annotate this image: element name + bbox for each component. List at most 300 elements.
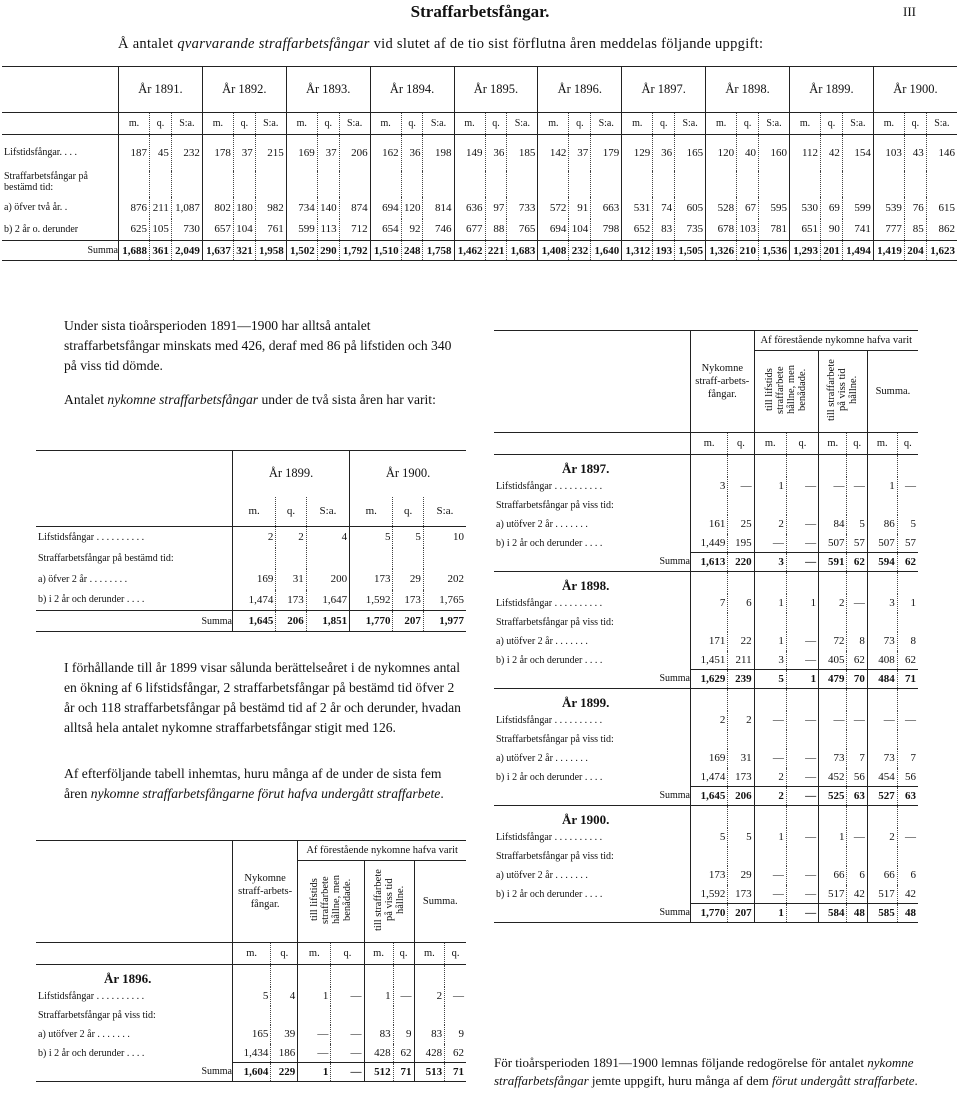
top-cell: 539 <box>873 197 904 219</box>
right-4-cell <box>867 847 897 866</box>
left-1896-empty-cell <box>364 965 393 987</box>
right-2-cell: 3 <box>867 594 897 613</box>
right-1-cell: 57 <box>847 534 867 553</box>
top-cell <box>737 171 759 197</box>
top-cell: 636 <box>454 197 485 219</box>
right-1-cell <box>867 496 897 515</box>
right-4-row-label: Lifstidsfångar . . . . . . . . . . <box>496 831 603 843</box>
top-sub-header: S:a. <box>171 113 202 135</box>
right-4-row-label: a) utöfver 2 år . . . . . . . <box>496 869 588 881</box>
top-row-label: Lifstidsfångar. . . . <box>4 147 78 159</box>
top-cell: 113 <box>317 219 339 241</box>
right-3-cell: — <box>786 787 818 806</box>
top-cell: 1,792 <box>339 241 370 261</box>
right-4-year-row <box>494 806 918 828</box>
top-year-header: År 1897. <box>622 67 706 113</box>
left-1896-empty-cell <box>331 965 364 987</box>
right-4-cell: — <box>786 828 818 847</box>
top-cell: 2,049 <box>171 241 202 261</box>
right-3-cell: 2 <box>754 787 786 806</box>
right-1-data-row <box>494 496 918 515</box>
top-cell <box>317 171 339 197</box>
top-cell <box>202 171 233 197</box>
top-sub-header: m. <box>538 113 569 135</box>
mid-cell: 2 <box>276 527 306 548</box>
right-4-cell: 48 <box>897 904 918 923</box>
right-3-cell <box>754 730 786 749</box>
right-2-cell <box>867 613 897 632</box>
top-sub-header: q. <box>737 113 759 135</box>
right-3-empty-cell <box>728 689 754 711</box>
left-1896-cell: 1 <box>298 987 331 1006</box>
right-4-cell: 42 <box>847 885 867 904</box>
right-4-cell <box>691 847 728 866</box>
right-4-cell <box>847 847 867 866</box>
left-head-row <box>36 841 466 861</box>
right-3-cell: — <box>847 711 867 730</box>
right-2-row-label: Straffarbetsfångar på viss tid: <box>496 616 614 628</box>
top-cell: 361 <box>150 241 172 261</box>
right-1-empty-cell <box>847 455 867 477</box>
top-sub-header: q. <box>317 113 339 135</box>
top-cell: 746 <box>423 219 454 241</box>
right-3-cell: — <box>754 749 786 768</box>
right-3-cell: 73 <box>819 749 847 768</box>
top-cell <box>538 171 569 197</box>
top-sub-header: m. <box>370 113 401 135</box>
top-sub-header: m. <box>286 113 317 135</box>
top-cell: 802 <box>202 197 233 219</box>
mid-cell: 29 <box>393 569 423 590</box>
right-1-cell: 507 <box>819 534 847 553</box>
left-1896-cell: 9 <box>393 1025 414 1044</box>
right-4-cell: — <box>754 866 786 885</box>
top-cell: 104 <box>233 219 255 241</box>
right-2-row-label: a) utöfver 2 år . . . . . . . <box>496 635 588 647</box>
top-cell: 140 <box>317 197 339 219</box>
left-1896-cell: — <box>331 1025 364 1044</box>
top-sub-header: q. <box>821 113 843 135</box>
right-1-cell: 25 <box>728 515 754 534</box>
top-sub-header: S:a. <box>423 113 454 135</box>
left-corner <box>36 841 233 943</box>
right-1-cell: 5 <box>847 515 867 534</box>
top-cell: 1,326 <box>706 241 737 261</box>
right-3-cell: 56 <box>847 768 867 787</box>
mid-row-label: a) öfver 2 år . . . . . . . . <box>38 573 128 585</box>
right-4-cell: 48 <box>847 904 867 923</box>
top-sub-header: S:a. <box>255 113 286 135</box>
right-4-empty-cell <box>847 806 867 828</box>
right-2-row-label: b) i 2 år och derunder . . . . <box>496 654 603 666</box>
right-4-cell: — <box>786 904 818 923</box>
top-cell: 654 <box>370 219 401 241</box>
top-sub-header: m. <box>790 113 821 135</box>
top-sub-header: m. <box>454 113 485 135</box>
left-1896-cell <box>271 1006 298 1025</box>
mid-row-label: Summa <box>201 615 232 627</box>
right-4-cell <box>728 847 754 866</box>
top-cell: 36 <box>653 135 675 171</box>
right-3-cell: 1,474 <box>691 768 728 787</box>
right-2-cell: 8 <box>897 632 918 651</box>
left-1896-empty-cell <box>414 965 445 987</box>
mid-cell: 31 <box>276 569 306 590</box>
top-cell: 232 <box>569 241 591 261</box>
right-3-cell: — <box>867 711 897 730</box>
right-head-lifstids <box>754 351 819 433</box>
right-4-data-row <box>494 885 918 904</box>
right-2-cell: 211 <box>728 651 754 670</box>
top-cell: 876 <box>119 197 150 219</box>
right-1-cell <box>728 496 754 515</box>
top-cell <box>926 171 957 197</box>
right-3-cell <box>897 730 918 749</box>
right-3-cell: 7 <box>897 749 918 768</box>
right-4-cell: 42 <box>897 885 918 904</box>
right-2-cell: 479 <box>819 670 847 689</box>
top-cell: 180 <box>233 197 255 219</box>
mid-data-row <box>36 611 466 632</box>
right-2-cell: 22 <box>728 632 754 651</box>
right-1-data-row <box>494 534 918 553</box>
top-cell: 1,510 <box>370 241 401 261</box>
right-1-cell: 5 <box>897 515 918 534</box>
top-cell: 36 <box>485 135 507 171</box>
right-3-cell: — <box>819 711 847 730</box>
right-1-empty-cell <box>786 455 818 477</box>
right-3-cell <box>691 730 728 749</box>
right-3-empty-cell <box>897 689 918 711</box>
right-3-cell: — <box>786 711 818 730</box>
top-cell <box>675 171 706 197</box>
right-1-cell: — <box>786 553 818 572</box>
left-head-lifstids <box>298 861 364 943</box>
top-cell <box>339 171 370 197</box>
right-1-cell: — <box>754 534 786 553</box>
right-3-year-row <box>494 689 918 711</box>
top-cell: 625 <box>119 219 150 241</box>
mid-cell: 173 <box>276 590 306 611</box>
top-sub-header: q. <box>904 113 926 135</box>
left-1896-cell: — <box>331 987 364 1006</box>
right-head-group: Af förestående nykomne hafva varit <box>754 331 918 351</box>
left-1896-cell: 83 <box>414 1025 445 1044</box>
top-cell: 105 <box>150 219 172 241</box>
top-cell: 572 <box>538 197 569 219</box>
top-data-row <box>2 241 957 261</box>
right-3-cell: 525 <box>819 787 847 806</box>
right-3-data-row <box>494 749 918 768</box>
left-1896-empty-cell <box>393 965 414 987</box>
right-3-empty-cell <box>754 689 786 711</box>
right-4-row-label: Summa <box>659 907 690 919</box>
top-cell: 1,419 <box>873 241 904 261</box>
top-cell: 178 <box>202 135 233 171</box>
right-3-cell: 56 <box>897 768 918 787</box>
top-row-label: b) 2 år o. derunder <box>4 223 79 235</box>
top-sub-header: q. <box>401 113 423 135</box>
top-sub-header: m. <box>119 113 150 135</box>
top-cell: 179 <box>591 135 622 171</box>
left-1896-cell <box>298 1006 331 1025</box>
right-2-cell <box>897 613 918 632</box>
top-cell: 761 <box>255 219 286 241</box>
right-4-cell: 173 <box>728 885 754 904</box>
right-4-cell <box>897 847 918 866</box>
right-corner <box>494 331 691 433</box>
top-cell: 1,293 <box>790 241 821 261</box>
left-1896-cell: 1,434 <box>233 1044 271 1063</box>
right-2-cell: 1 <box>754 632 786 651</box>
right-1-cell: 594 <box>867 553 897 572</box>
top-cell: 663 <box>591 197 622 219</box>
top-cell: 201 <box>821 241 843 261</box>
right-2-cell <box>728 613 754 632</box>
right-2-cell: 71 <box>897 670 918 689</box>
left-1896-row-label: Straffarbetsfångar på viss tid: <box>38 1009 156 1021</box>
right-3-cell <box>728 730 754 749</box>
right-3-cell: — <box>786 749 818 768</box>
right-4-cell <box>786 847 818 866</box>
top-year-header: År 1898. <box>706 67 790 113</box>
right-4-cell: 584 <box>819 904 847 923</box>
top-cell: 232 <box>171 135 202 171</box>
right-1-data-row <box>494 553 918 572</box>
left-1896-empty-cell <box>298 965 331 987</box>
right-2-cell: — <box>786 632 818 651</box>
top-cell <box>423 171 454 197</box>
right-table-wrap <box>494 330 920 923</box>
right-2-cell: 72 <box>819 632 847 651</box>
right-3-cell: 169 <box>691 749 728 768</box>
left-1896-cell: 62 <box>393 1044 414 1063</box>
left-1896-cell <box>233 1006 271 1025</box>
right-2-empty-cell <box>754 572 786 594</box>
right-1-cell <box>786 496 818 515</box>
right-3-cell <box>867 730 897 749</box>
right-4-cell: 1 <box>754 904 786 923</box>
left-head-group: Af förestående nykomne hafva varit <box>298 841 466 861</box>
top-cell <box>790 171 821 197</box>
left-head-nykomne: Nykomne straff-arbets-fångar. <box>233 841 298 943</box>
mid-cell: 169 <box>233 569 276 590</box>
right-2-cell: 1,451 <box>691 651 728 670</box>
top-cell: 103 <box>873 135 904 171</box>
left-1896-cell: 83 <box>364 1025 393 1044</box>
right-1-data-row <box>494 477 918 496</box>
left-head-summa: Summa. <box>414 861 466 943</box>
right-1-cell: — <box>847 477 867 496</box>
right-2-cell: 1 <box>786 670 818 689</box>
top-sub-header: m. <box>873 113 904 135</box>
top-cell <box>591 171 622 197</box>
top-cell: 982 <box>255 197 286 219</box>
top-cell: 104 <box>569 219 591 241</box>
mid-sub-header: S:a. <box>423 497 466 527</box>
right-3-cell: 63 <box>847 787 867 806</box>
right-4-data-row <box>494 904 918 923</box>
top-year-header: År 1892. <box>202 67 286 113</box>
top-cell: 874 <box>339 197 370 219</box>
left-table <box>36 840 466 1082</box>
top-cell <box>622 171 653 197</box>
left-1896-cell: — <box>298 1025 331 1044</box>
mid-cell: 207 <box>393 611 423 632</box>
right-3-empty-cell <box>691 689 728 711</box>
mid-data-row <box>36 548 466 569</box>
top-cell <box>401 171 423 197</box>
right-3-cell: — <box>786 768 818 787</box>
right-1-cell: 57 <box>897 534 918 553</box>
paragraph-5: För tioårsperioden 1891—1900 lemnas följande redogörelse för antalet nykomne straffarbetsfångar jemte uppgift, huru många af dem förut undergått straffarbete. <box>494 1055 918 1088</box>
left-1896-cell <box>331 1006 364 1025</box>
left-1896-cell <box>445 1006 466 1025</box>
left-1896-year-row <box>36 965 466 987</box>
top-cell <box>150 171 172 197</box>
top-cell <box>485 171 507 197</box>
top-cell: 1,623 <box>926 241 957 261</box>
right-4-empty-cell <box>691 806 728 828</box>
mid-year-row <box>36 451 466 497</box>
top-year-header: År 1894. <box>370 67 454 113</box>
left-sub-header: q. <box>331 943 364 965</box>
left-1896-cell: — <box>298 1044 331 1063</box>
left-1896-data-row <box>36 1063 466 1082</box>
right-2-empty-cell <box>897 572 918 594</box>
top-year-header: År 1896. <box>538 67 622 113</box>
right-2-data-row <box>494 651 918 670</box>
top-cell: 741 <box>842 219 873 241</box>
mid-cell: 173 <box>350 569 393 590</box>
top-cell: 733 <box>507 197 538 219</box>
right-1-cell: 161 <box>691 515 728 534</box>
right-4-year-label: År 1900. <box>562 811 610 827</box>
left-1896-cell: 1 <box>298 1063 331 1082</box>
mid-row-label: Lifstidsfångar . . . . . . . . . . <box>38 531 145 543</box>
paragraph-2: Antalet nykomne straffarbetsfångar under de två sista åren har varit: <box>64 392 436 407</box>
mid-cell: 1,851 <box>306 611 349 632</box>
left-1896-year-label: År 1896. <box>104 970 152 986</box>
top-cell: 248 <box>401 241 423 261</box>
right-1-cell: 2 <box>754 515 786 534</box>
right-2-empty-cell <box>847 572 867 594</box>
top-cell: 1,640 <box>591 241 622 261</box>
top-cell: 74 <box>653 197 675 219</box>
right-1-cell: 1 <box>754 477 786 496</box>
top-cell: 814 <box>423 197 454 219</box>
right-2-cell: 2 <box>819 594 847 613</box>
right-sub-row <box>494 433 918 455</box>
mid-cell: 2 <box>233 527 276 548</box>
left-1896-cell <box>364 1006 393 1025</box>
left-1896-cell: 62 <box>445 1044 466 1063</box>
right-1-empty-cell <box>819 455 847 477</box>
right-4-cell: 585 <box>867 904 897 923</box>
mid-cell: 5 <box>393 527 423 548</box>
mid-cell: 202 <box>423 569 466 590</box>
right-sub-header: q. <box>786 433 818 455</box>
top-cell: 198 <box>423 135 454 171</box>
right-1-year-row <box>494 455 918 477</box>
mid-cell <box>393 548 423 569</box>
top-corner-cell <box>2 67 119 113</box>
top-cell: 781 <box>758 219 789 241</box>
mid-cell <box>423 548 466 569</box>
top-cell: 112 <box>790 135 821 171</box>
top-cell: 694 <box>370 197 401 219</box>
top-cell: 657 <box>202 219 233 241</box>
right-1-cell: 3 <box>754 553 786 572</box>
top-cell <box>706 171 737 197</box>
left-1896-cell: 4 <box>271 987 298 1006</box>
top-year-header: År 1895. <box>454 67 538 113</box>
left-1896-cell: 165 <box>233 1025 271 1044</box>
right-3-cell: 2 <box>728 711 754 730</box>
top-cell: 103 <box>737 219 759 241</box>
mid-table-wrap <box>36 450 468 632</box>
right-sub-header: m. <box>867 433 897 455</box>
right-4-cell: 1 <box>754 828 786 847</box>
right-sub-header: m. <box>819 433 847 455</box>
top-year-header: År 1893. <box>286 67 370 113</box>
right-4-cell <box>754 847 786 866</box>
top-cell: 735 <box>675 219 706 241</box>
right-2-cell <box>847 613 867 632</box>
top-data-row <box>2 219 957 241</box>
top-cell: 45 <box>150 135 172 171</box>
left-1896-cell: 428 <box>364 1044 393 1063</box>
right-4-data-row <box>494 847 918 866</box>
top-cell: 185 <box>507 135 538 171</box>
top-cell: 1,758 <box>423 241 454 261</box>
right-2-cell: 7 <box>691 594 728 613</box>
right-2-empty-cell <box>728 572 754 594</box>
right-2-empty-cell <box>867 572 897 594</box>
right-1-cell: — <box>786 534 818 553</box>
top-cell: 37 <box>233 135 255 171</box>
top-cell: 146 <box>926 135 957 171</box>
mid-sub-header: q. <box>393 497 423 527</box>
top-sub-header: q. <box>233 113 255 135</box>
right-3-cell: 31 <box>728 749 754 768</box>
right-1-cell: 1,613 <box>691 553 728 572</box>
right-3-cell <box>819 730 847 749</box>
left-1896-cell: 512 <box>364 1063 393 1082</box>
left-1896-row-label: Summa <box>201 1066 232 1078</box>
left-sub-row <box>36 943 466 965</box>
top-cell: 37 <box>317 135 339 171</box>
right-head-viss-text: till straffarbete på viss tid hållne. <box>826 359 860 421</box>
mid-cell: 206 <box>276 611 306 632</box>
mid-sub-header: S:a. <box>306 497 349 527</box>
mid-sub-header: m. <box>350 497 393 527</box>
right-2-data-row <box>494 594 918 613</box>
right-1-row-label: b) i 2 år och derunder . . . . <box>496 537 603 549</box>
right-2-cell: 62 <box>897 651 918 670</box>
right-2-cell: 1,629 <box>691 670 728 689</box>
top-cell: 730 <box>171 219 202 241</box>
right-3-data-row <box>494 730 918 749</box>
top-cell: 215 <box>255 135 286 171</box>
top-cell <box>758 171 789 197</box>
left-sub-header: m. <box>364 943 393 965</box>
top-cell: 290 <box>317 241 339 261</box>
left-1896-empty-cell <box>271 965 298 987</box>
top-cell: 162 <box>370 135 401 171</box>
right-head-lifstids-text: till lifstids straffarbete hållne, men benådade. <box>764 365 809 415</box>
right-1-empty-cell <box>897 455 918 477</box>
